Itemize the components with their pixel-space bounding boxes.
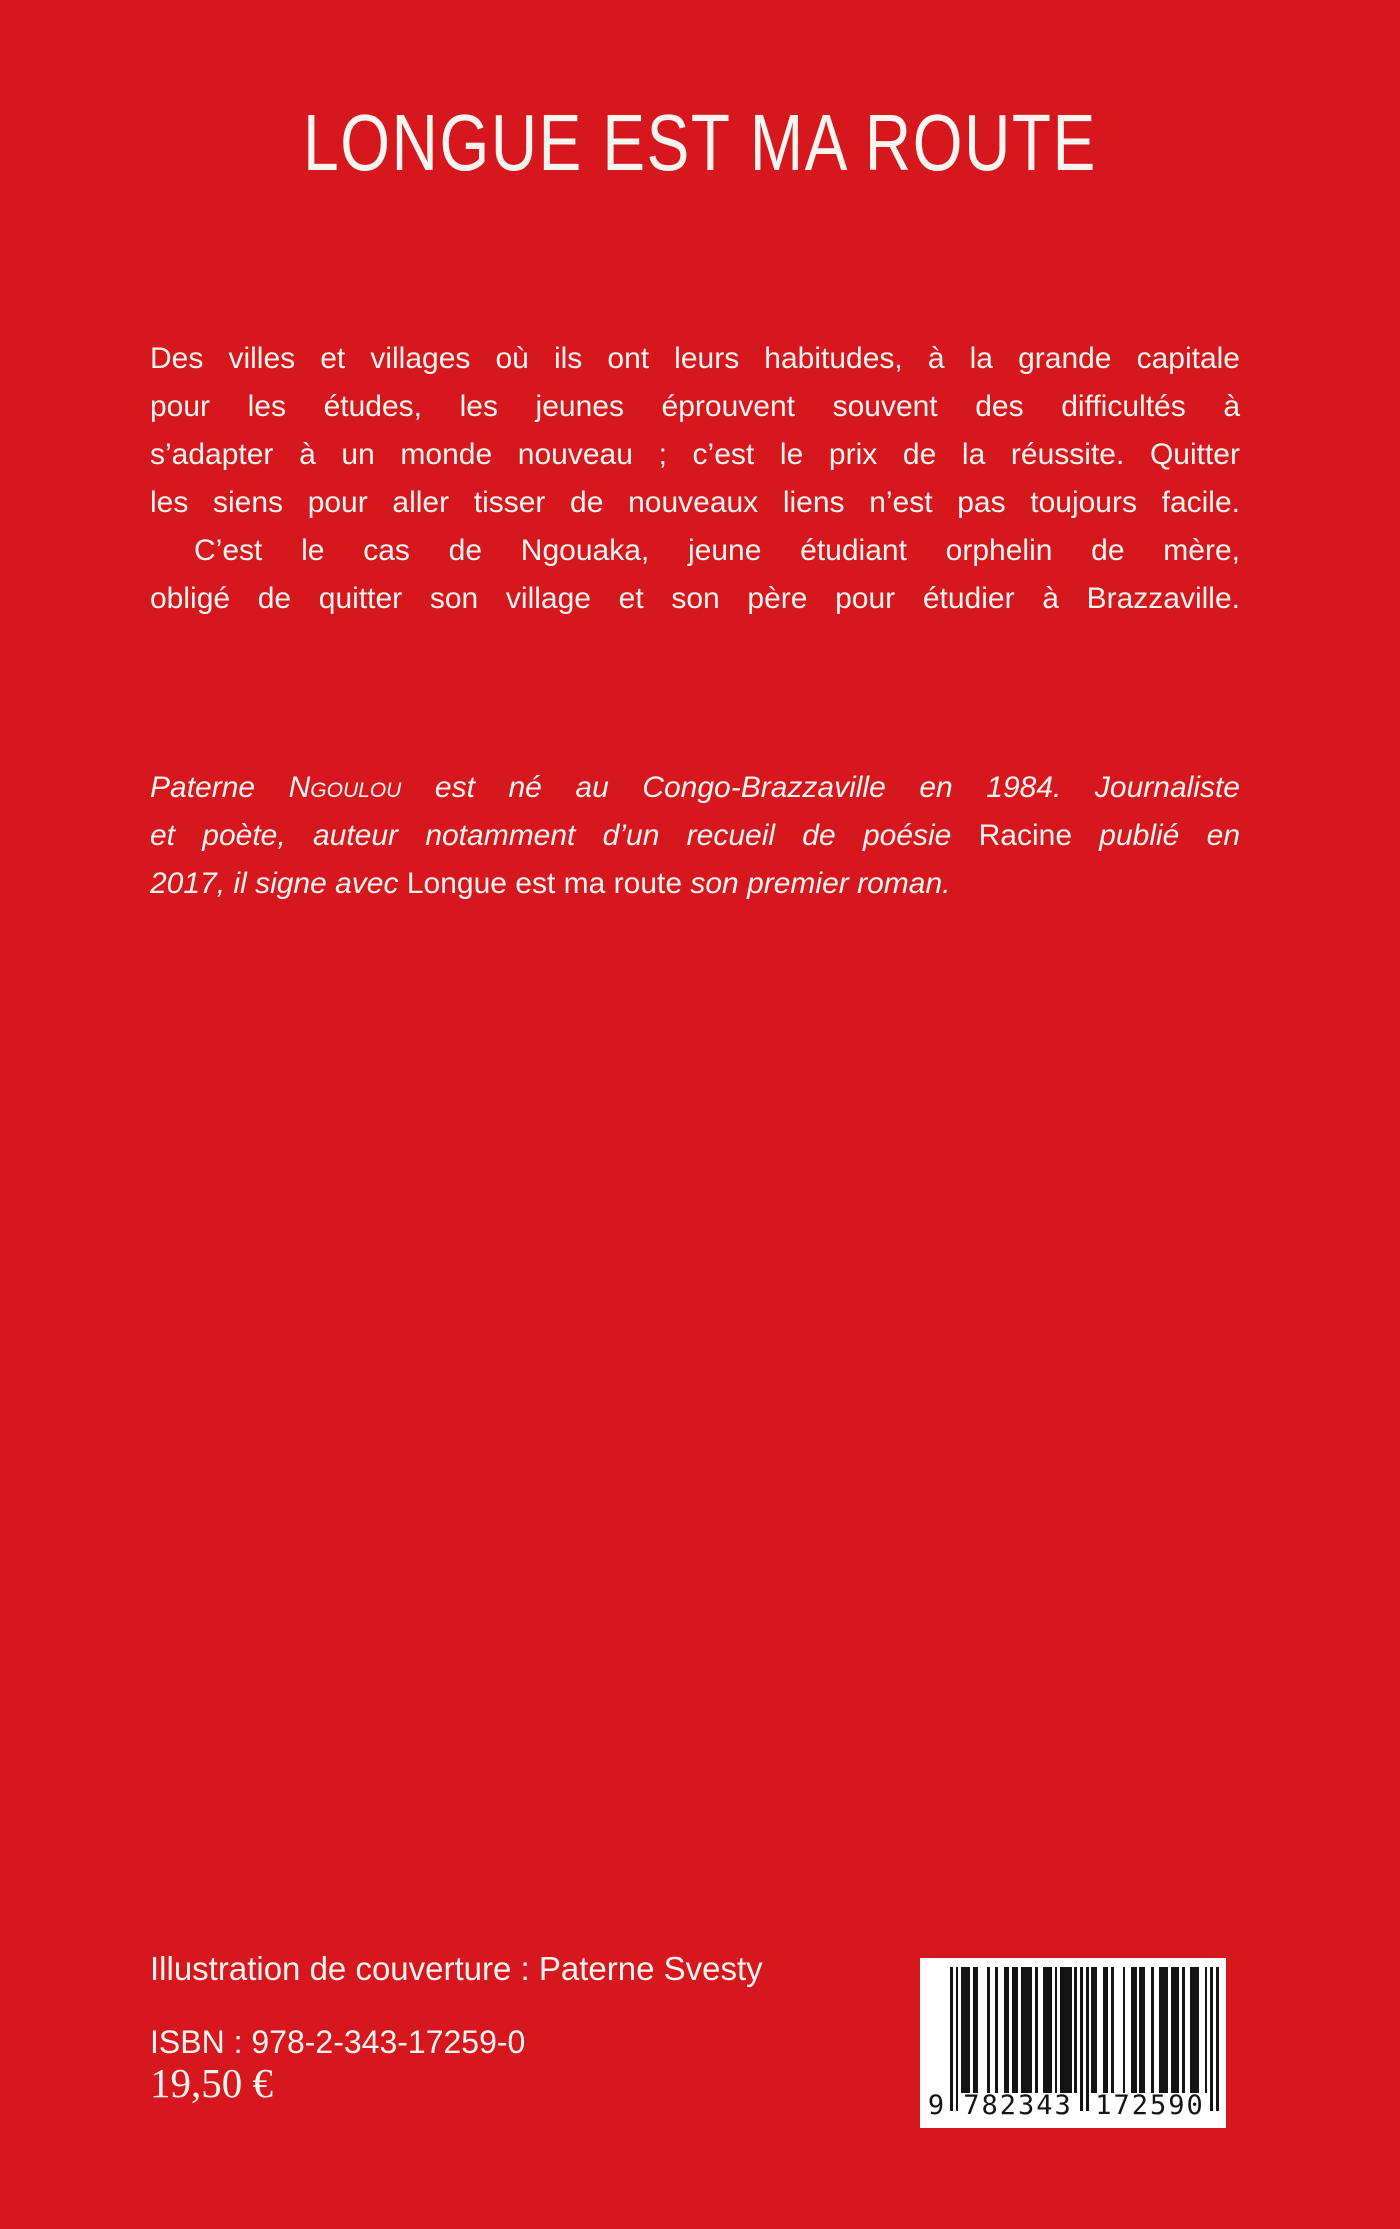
bio-line [150,812,1240,860]
bio-segment: est né au Congo-Brazzaville en 1984. Journaliste [401,771,1240,804]
synopsis-line: s’adapter à un monde nouveau ; c’est le prix de la réussite. Quitter [150,438,1240,471]
bio-segment: 2017, il signe avec [150,867,407,900]
barcode-module [1165,1967,1168,2093]
bio-segment: son premier roman. [682,867,951,900]
barcode-module [1210,1967,1213,2111]
author-name: Ngoulou [288,771,402,804]
barcode-digit-leading: 9 [927,2090,945,2121]
illustration-credit: Illustration de couverture : Paterne Svesty [150,1950,763,1987]
barcode-module [1182,1967,1185,2093]
barcode-module [1216,1967,1219,2111]
barcode-module [1111,1967,1114,2093]
bio-segment: Paterne [150,771,289,804]
barcode-module [1123,1967,1126,2093]
book-reference: Racine [978,819,1073,852]
barcode-module [1080,1967,1083,2111]
barcode-digits-right: 172590 [1095,2090,1205,2121]
barcode-module [1029,1967,1032,2093]
barcode-module [1055,1967,1058,2093]
barcode [920,1958,1226,2128]
barcode-module [1205,1967,1208,2093]
bio-segment: et poète, auteur notamment d’un recueil de poésie [150,819,979,852]
bio-segment: publié en [1072,819,1241,852]
barcode-module [1086,1967,1089,2111]
author-bio [150,764,1240,908]
synopsis-line: Des villes et villages où ils ont leurs habitudes, à la grande capitale [150,342,1240,375]
barcode-module [1196,1967,1199,2093]
barcode-digits-left: 782343 [963,2090,1073,2121]
barcode-module [1007,1967,1010,2093]
barcode-module [987,1967,990,2093]
synopsis-line: C’est le cas de Ngouaka, jeune étudiant orphelin de mère, [194,534,1240,567]
synopsis [150,335,1240,623]
barcode-module [1074,1967,1077,2093]
synopsis-line: pour les études, les jeunes éprouvent souvent des difficultés à [150,390,1240,423]
barcode-module [1151,1967,1154,2093]
barcode-module [1106,1967,1109,2093]
book-reference: Longue est ma route [406,867,683,900]
bio-line [150,860,1240,908]
barcode-module [995,1967,998,2093]
synopsis-line: les siens pour aller tisser de nouveaux liens n’est pas toujours facile. [150,486,1240,519]
barcode-module [1176,1967,1179,2093]
barcode-module [1094,1967,1097,2093]
barcode-module [1015,1967,1018,2093]
price-text: 19,50 € [150,2060,273,2106]
barcode-module [950,1967,953,2111]
barcode-module [1142,1967,1145,2093]
barcode-module [1049,1967,1052,2093]
barcode-module [956,1967,959,2111]
bio-line [150,764,1240,812]
barcode-module [967,1967,970,2093]
barcode-module [975,1967,978,2093]
barcode-module [1035,1967,1038,2093]
isbn-text: ISBN : 978-2-343-17259-0 [150,2024,526,2060]
book-title: LONGUE EST MA ROUTE [303,98,1097,187]
barcode-module [1134,1967,1137,2093]
barcode-module [1069,1967,1072,2093]
synopsis-line: obligé de quitter son village et son père pour étudier à Brazzaville. [150,582,1240,615]
